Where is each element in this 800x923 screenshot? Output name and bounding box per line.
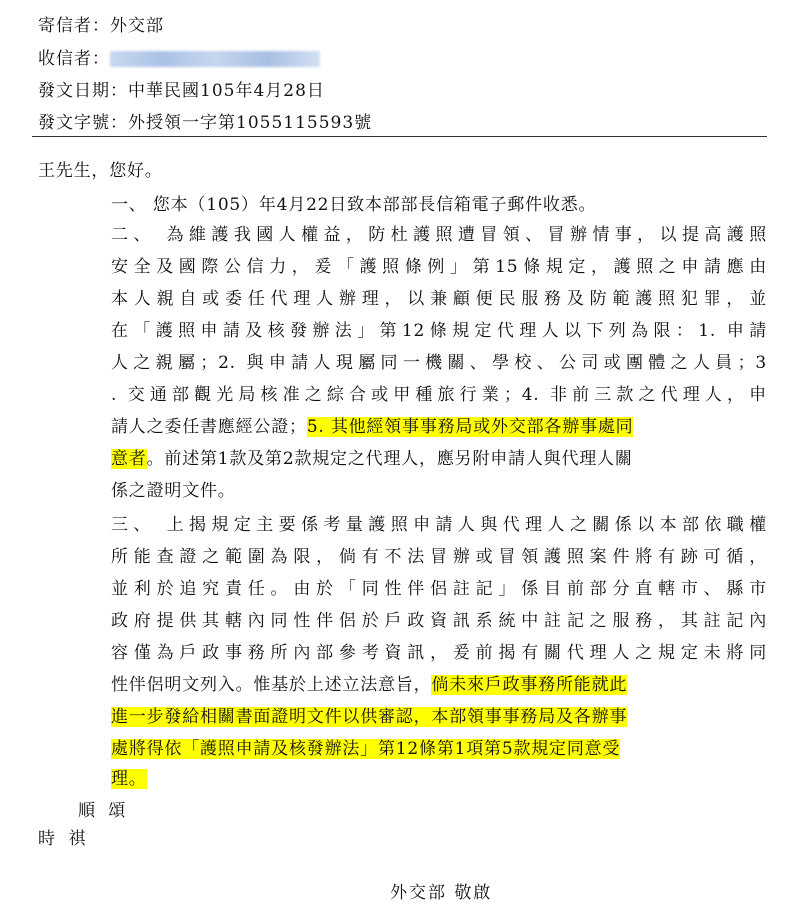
greeting: 王先生，您好。 bbox=[38, 161, 163, 181]
highlighted-text: 意者 bbox=[111, 449, 147, 469]
recipient-label: 收信者： bbox=[38, 49, 110, 69]
paragraph-line bbox=[111, 447, 633, 471]
paragraph-line: 安全及國際公信力，爰「護照條例」第15條規定，護照之申請應由 bbox=[111, 257, 767, 277]
paragraph-line: 係之證明文件。 bbox=[111, 481, 236, 501]
highlighted-text: 處將得依「護照申請及核發辦法」第12條第1項第5款規定同意受 bbox=[111, 739, 621, 759]
closing-wish: 時 祺 bbox=[38, 829, 90, 849]
signature: 外交部 敬啟 bbox=[390, 883, 493, 903]
paragraph-line: 人之親屬；2. 與申請人現屬同一機關、學校、公司或團體之人員；3 bbox=[111, 353, 767, 373]
doc-number-line: 發文字號：外授領一字第1055115593號 bbox=[38, 113, 373, 133]
paragraph-line: 所能查證之範圍為限，倘有不法冒辦或冒領護照案件將有跡可循， bbox=[111, 547, 767, 567]
paragraph-line bbox=[111, 673, 627, 697]
text-run: 請人之委任書應經公證； bbox=[111, 417, 307, 437]
header-divider bbox=[32, 136, 767, 137]
highlighted-text: 5. 其他經領事事務局或外交部各辦事處同 bbox=[306, 417, 634, 437]
date-line: 發文日期：中華民國105年4月28日 bbox=[38, 81, 325, 101]
paragraph-line: 本人親自或委任代理人辦理，以兼顧便民服務及防範護照犯罪，並 bbox=[111, 289, 767, 309]
text-run: 。前述第1款及第2款規定之代理人，應另附申請人與代理人關 bbox=[146, 449, 633, 469]
paragraph-line: 並利於追究責任。由於「同性伴侶註記」係目前部分直轄市、縣市 bbox=[111, 579, 767, 599]
highlighted-text: 倘未來戶政事務所能就此 bbox=[431, 675, 628, 695]
sender-line: 寄信者：外交部 bbox=[38, 16, 164, 36]
text-run: 性伴侶明文列入。惟基於上述立法意旨， bbox=[111, 675, 432, 695]
paragraph-line: 三、 上揭規定主要係考量護照申請人與代理人之關係以本部依職權 bbox=[111, 515, 767, 535]
paragraph-line bbox=[111, 415, 633, 439]
paragraph-line: 在「護照申請及核發辦法」第12條規定代理人以下列為限：1. 申請 bbox=[111, 321, 767, 341]
paragraph-line bbox=[111, 767, 147, 791]
paragraph-1: 一、 您本（105）年4月22日致本部部長信箱電子郵件收悉。 bbox=[111, 195, 597, 215]
paragraph-line: 政府提供其轄內同性伴侶於戶政資訊系統中註記之服務，其註記內 bbox=[111, 611, 767, 631]
redacted-email bbox=[110, 51, 320, 67]
highlighted-text: 進一步發給相關書面證明文件以供審認，本部領事事務局及各辦事 bbox=[111, 707, 628, 727]
paragraph-line: . 交通部觀光局核准之綜合或甲種旅行業；4. 非前三款之代理人，申 bbox=[111, 385, 767, 405]
highlighted-text: 理。 bbox=[111, 769, 147, 789]
closing-salutation: 順 頌 bbox=[78, 801, 130, 821]
paragraph-line bbox=[111, 705, 627, 729]
paragraph-line: 容僅為戶政事務所內部參考資訊，爰前揭有關代理人之規定未將同 bbox=[111, 643, 767, 663]
recipient-line bbox=[38, 47, 320, 71]
paragraph-line: 二、 為維護我國人權益，防杜護照遭冒領、冒辦情事，以提高護照 bbox=[111, 225, 767, 245]
paragraph-line bbox=[111, 737, 620, 761]
